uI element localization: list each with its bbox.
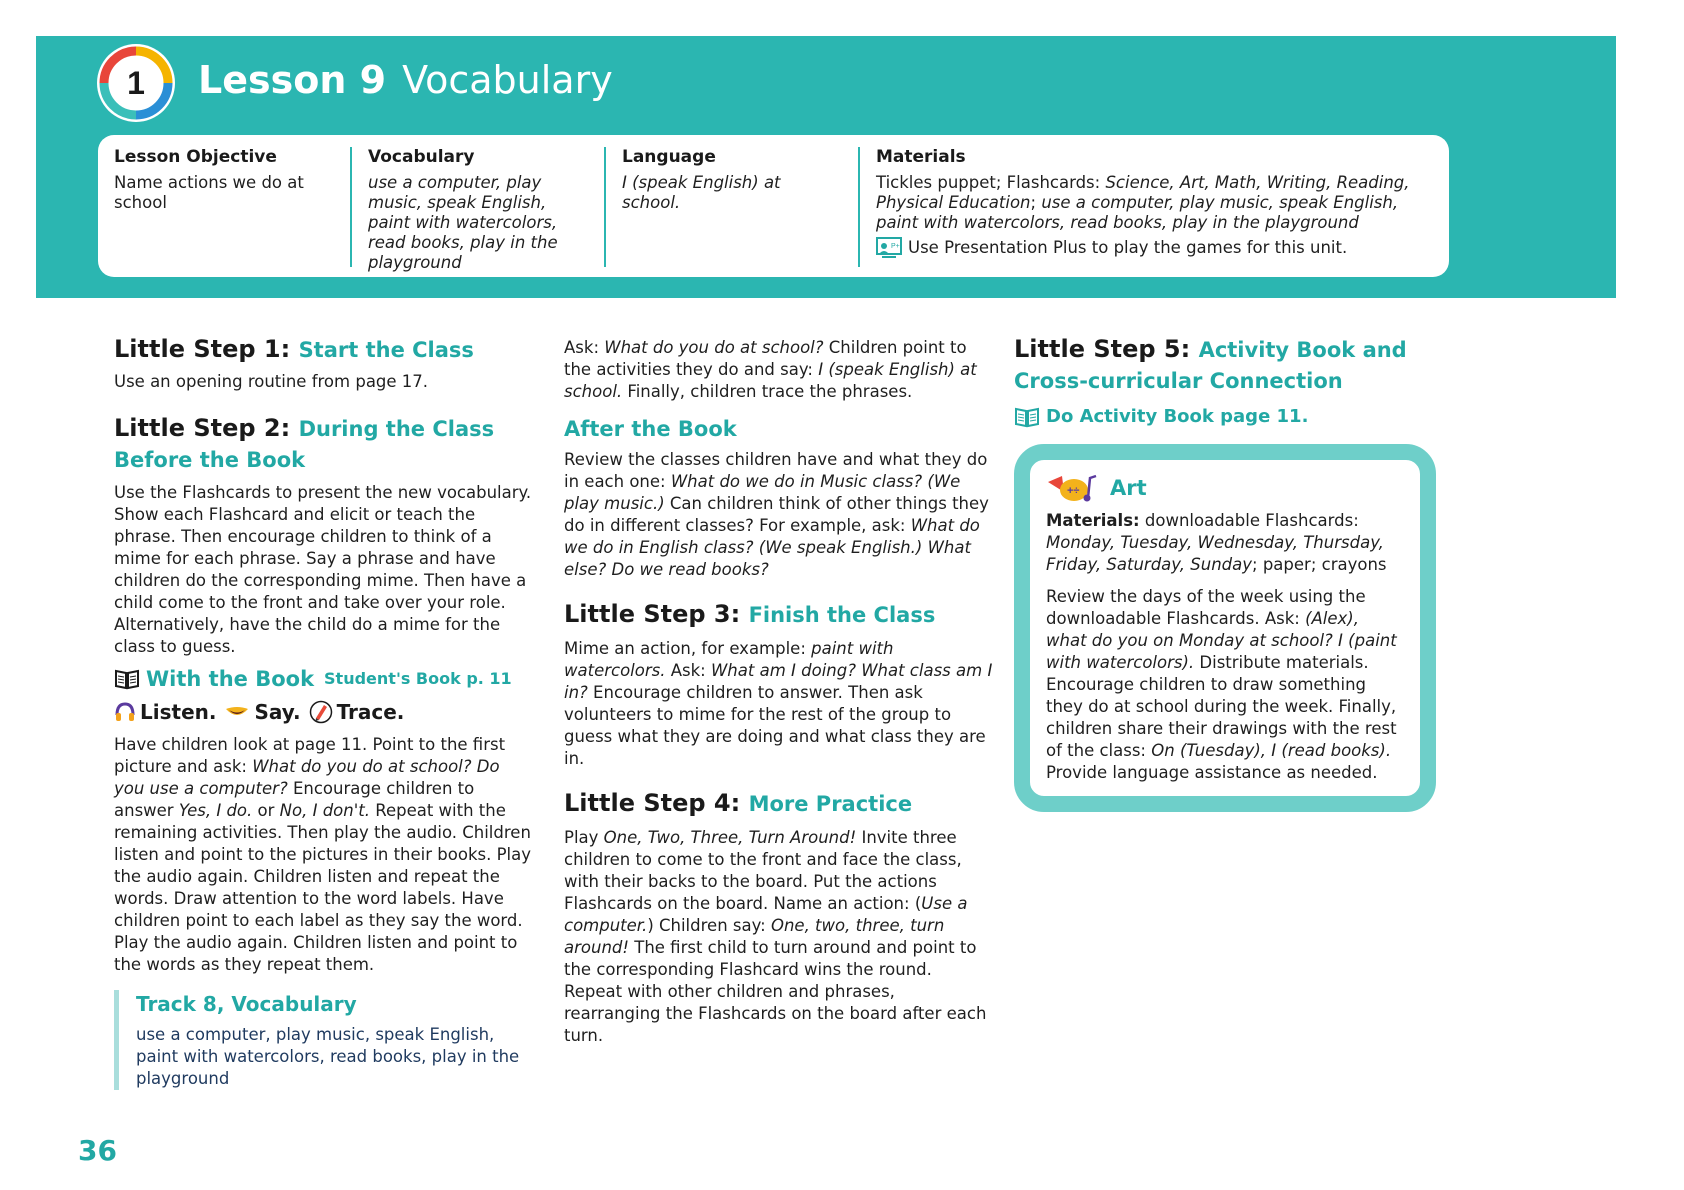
art-box	[1014, 444, 1436, 812]
column-left	[114, 334, 534, 1090]
step-1-text: Use an opening routine from page 17.	[114, 372, 429, 391]
after-the-book-text: Review the classes children have and what they do in each one: What do we do in Music class? (We play music.) Can children think of other things they do in different classes? For example, ask: What do we do in English class? (We speak English.) What else? Do we read books?	[564, 450, 989, 579]
art-materials: Materials: downloadable Flashcards: Monday, Tuesday, Wednesday, Thursday, Friday, Saturday, Sunday; paper; crayons	[1046, 511, 1387, 574]
materials-heading: Materials	[876, 147, 966, 167]
unit-number: 1	[127, 65, 145, 101]
lesson-banner	[36, 36, 1616, 298]
mouth-icon	[224, 701, 250, 723]
step-3-text: Mime an action, for example: paint with watercolors. Ask: What am I doing? What class am I in? Encourage children to answer. Then ask volunteers to mime for the rest of the group to guess what they are doing and what class they are in.	[564, 639, 993, 768]
objective-column	[98, 147, 352, 267]
art-heading	[1046, 472, 1404, 504]
art-title: Art	[1110, 476, 1147, 500]
track-box	[114, 990, 534, 1090]
activity-book-text: Do Activity Book page 11.	[1046, 406, 1309, 427]
svg-text:P+: P+	[891, 243, 900, 250]
little-step-3-heading: Little Step 3: Finish the Class	[564, 600, 936, 628]
presentation-plus-note	[876, 237, 1433, 259]
say-label: Say.	[254, 700, 301, 724]
activity-book-icon	[1014, 406, 1040, 428]
pencil-icon	[309, 700, 333, 724]
lesson-title: Vocabulary	[402, 58, 613, 102]
language-heading: Language	[622, 147, 716, 167]
art-activity-text: Review the days of the week using the downloadable Flashcards. Ask: (Alex), what do you on Monday at school? I (paint with watercolors). Distribute materials. Encourage children to draw something they do at school during the week. Finally, children share their drawings with the rest of the class: On (Tuesday), I (read books). Provide language assistance as needed.	[1046, 587, 1397, 782]
language-column	[606, 147, 860, 267]
before-the-book-heading: Before the Book	[114, 448, 306, 472]
activity-book-line	[1014, 406, 1444, 428]
little-step-1-heading: Little Step 1: Start the Class	[114, 335, 474, 363]
after-the-book-heading: After the Book	[564, 417, 737, 441]
track-text: use a computer, play music, speak English, paint with watercolors, read books, play in the playground	[136, 1025, 520, 1088]
book-icon	[114, 668, 140, 690]
language-text: I (speak English) at school.	[622, 173, 781, 212]
page-number: 36	[78, 1134, 117, 1167]
listen-say-trace-line	[114, 700, 534, 724]
page-title	[198, 58, 613, 104]
lesson-label: Lesson 9	[198, 58, 387, 102]
step-4-text: Play One, Two, Three, Turn Around! Invite three children to come to the front and face the class, with their backs to the board. Put the actions Flashcards on the board. Name an action: (Use a computer.) Children say: One, two, three, turn around! The first child to turn around and point to the corresponding Flashcard wins the round. Repeat with other children and phrases, rearranging the Flashcards on the board after each turn.	[564, 828, 987, 1045]
little-step-2-heading: Little Step 2: During the Class	[114, 414, 495, 442]
unit-logo-icon	[96, 43, 176, 123]
art-subjects-icon	[1046, 472, 1100, 504]
activity-text: Have children look at page 11. Point to the first picture and ask: What do you do at school? Do you use a computer? Encourage children to answer Yes, I do. or No, I don't. Repeat with the remaining activities. Then play the audio. Children listen and point to the pictures in their books. Play the audio again. Children listen and repeat the words. Draw attention to the word labels. Have children point to each label as they say the word. Play the audio again. Children listen and point to the words as they repeat them.	[114, 735, 531, 974]
track-title: Track 8, Vocabulary	[136, 992, 357, 1016]
materials-text: Tickles puppet; Flashcards: Science, Art, Math, Writing, Reading, Physical Education; use a computer, play music, speak English, paint with watercolors, read books, play in the playground	[876, 173, 1410, 232]
little-step-4-heading: Little Step 4: More Practice	[564, 789, 913, 817]
headphones-icon	[114, 701, 136, 723]
with-the-book-heading: With the Book Student's Book p. 11	[114, 668, 534, 690]
column-middle	[564, 337, 994, 1047]
vocabulary-text: use a computer, play music, speak English, paint with watercolors, read books, play in the playground	[368, 173, 558, 272]
materials-column	[860, 147, 1449, 267]
lesson-info-card	[98, 135, 1449, 277]
svg-text:+÷: +÷	[1067, 485, 1080, 497]
before-the-book-text: Use the Flashcards to present the new vocabulary. Show each Flashcard and elicit or teach the phrase. Then encourage children to think of a mime for each phrase. Say a phrase and have children do the corresponding mime. Then have a child come to the front and take over your role. Alternatively, have the child do a mime for the class to guess.	[114, 483, 532, 656]
objective-text: Name actions we do at school	[114, 173, 304, 212]
presentation-plus-icon	[876, 237, 902, 259]
vocabulary-heading: Vocabulary	[368, 147, 475, 167]
column-right	[1014, 334, 1444, 812]
ask-text: Ask: What do you do at school? Children point to the activities they do and say: I (speak English) at school. Finally, children trace the phrases.	[564, 338, 977, 401]
little-step-5-heading: Little Step 5: Activity Book and Cross-curricular Connection	[1014, 335, 1407, 393]
objective-heading: Lesson Objective	[114, 147, 277, 167]
vocabulary-column	[352, 147, 606, 272]
presentation-plus-text: Use Presentation Plus to play the games for this unit.	[908, 238, 1348, 257]
trace-label: Trace.	[336, 700, 405, 724]
listen-label: Listen.	[140, 700, 217, 724]
